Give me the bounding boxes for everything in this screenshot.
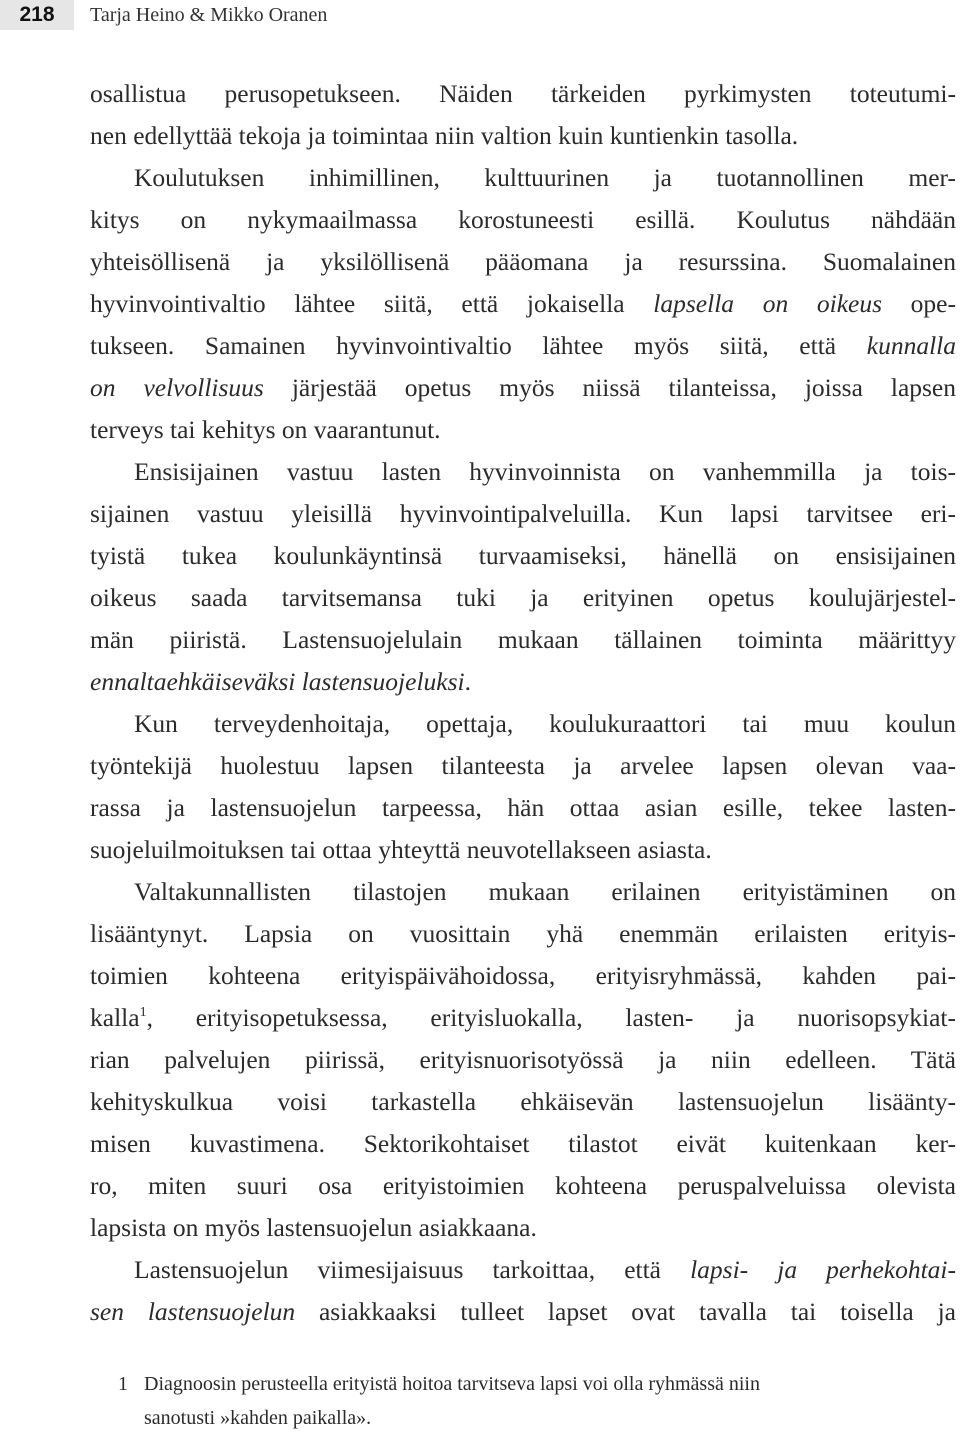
footnote-line: sanotusti »kahden paikalla». — [144, 1407, 372, 1429]
text-line: Valtakunnallisten tilastojen mukaan erilainen erityistäminen on — [134, 877, 956, 906]
text-line: tyistä tukea koulunkäyntinsä turvaamiseksi, hänellä on ensisijainen — [90, 541, 956, 570]
emphasis-on-velvollisuus: on velvollisuus — [90, 373, 264, 402]
paragraph-last-resort — [90, 1249, 956, 1333]
text-line: Ensisijainen vastuu lasten hyvinvoinnista on vanhemmilla ja tois- — [134, 457, 956, 486]
text-run: tukseen. Samainen hyvinvointivaltio lähtee myös siitä, että — [90, 331, 867, 360]
emphasis-sen-lastensuojelun: sen lastensuojelun — [90, 1297, 296, 1326]
paragraph-school-worker — [90, 703, 956, 871]
text-line: kehityskulkua voisi tarkastella ehkäisevän lastensuojelun lisäänty- — [90, 1087, 956, 1116]
text-line: misen kuvastimena. Sektorikohtaiset tilastot eivät kuitenkaan ker- — [90, 1129, 956, 1158]
text-line: rassa ja lastensuojelun tarpeessa, hän ottaa asian esille, tekee lasten- — [90, 793, 956, 822]
footnote-line: Diagnoosin perusteella erityistä hoitoa tarvitseva lapsi voi olla ryhmässä niin — [144, 1373, 760, 1395]
paragraph-responsibility — [90, 451, 956, 703]
footnote-reference[interactable]: 1 — [139, 1005, 147, 1020]
paragraph-continuation — [90, 73, 956, 157]
emphasis-kunnalla: kunnalla — [866, 331, 956, 360]
text-line: ro, miten suuri osa erityistoimien kohteena peruspalveluissa olevista — [90, 1171, 956, 1200]
text-line — [90, 661, 956, 703]
page-header — [0, 0, 960, 30]
text-run: järjestää opetus myös niissä tilanteissa, joissa lapsen — [263, 373, 956, 402]
text-line: lisääntynyt. Lapsia on vuosittain yhä enemmän erilaisten erityis- — [90, 919, 956, 948]
text-line: sijainen vastuu yleisillä hyvinvointipalveluilla. Kun lapsi tarvitsee eri- — [90, 499, 956, 528]
text-line: yhteisöllisenä ja yksilöllisenä pääomana ja resurssina. Suomalainen — [90, 247, 956, 276]
text-line: suojeluilmoituksen tai ottaa yhteyttä neuvotellakseen asiasta. — [90, 835, 712, 864]
text-line — [90, 997, 956, 1039]
text-line — [90, 283, 956, 325]
text-line: kitys on nykymaailmassa korostuneesti esillä. Koulutus nähdään — [90, 205, 956, 234]
text-run: Lastensuojelun viimesijaisuus tarkoittaa, että — [134, 1255, 691, 1284]
text-line: män piiristä. Lastensuojelulain mukaan tällainen toiminta määrittyy — [90, 625, 956, 654]
page-number: 218 — [0, 0, 74, 30]
text-run: . — [464, 667, 471, 696]
running-head: Tarja Heino & Mikko Oranen — [90, 4, 328, 26]
text-run: , erityisopetuksessa, erityisluokalla, lasten- ja nuorisopsykiat- — [146, 1003, 956, 1032]
emphasis-lapsella-on-oikeus: lapsella on oikeus — [653, 289, 883, 318]
paragraph-education — [90, 157, 956, 451]
text-line: Kun terveydenhoitaja, opettaja, koulukuraattori tai muu koulun — [134, 709, 956, 738]
emphasis-ennaltaehkaisevaksi: ennaltaehkäiseväksi lastensuojeluksi — [90, 667, 465, 696]
text-line: nen edellyttää tekoja ja toimintaa niin valtion kuin kuntienkin tasolla. — [90, 121, 799, 150]
text-line: työntekijä huolestuu lapsen tilanteesta ja arvelee lapsen olevan vaa- — [90, 751, 956, 780]
text-line: lapsista on myös lastensuojelun asiakkaana. — [90, 1213, 537, 1242]
text-line — [90, 1291, 956, 1333]
footnote — [118, 1367, 958, 1435]
text-line: Koulutuksen inhimillinen, kulttuurinen ja tuotannollinen mer- — [134, 163, 956, 192]
text-run: asiakkaaksi tulleet lapset ovat tavalla tai toisella ja — [295, 1297, 956, 1326]
body-text — [90, 73, 956, 1333]
text-line: osallistua perusopetukseen. Näiden tärkeiden pyrkimysten toteutumi- — [90, 79, 956, 108]
text-run: ope- — [882, 289, 956, 318]
text-line — [90, 367, 956, 409]
text-line: oikeus saada tarvitsemansa tuki ja erityinen opetus koulujärjestel- — [90, 583, 956, 612]
footnote-text — [144, 1367, 958, 1435]
paragraph-statistics — [90, 871, 956, 1249]
text-line: toimien kohteena erityispäivähoidossa, erityisryhmässä, kahden pai- — [90, 961, 956, 990]
text-line: terveys tai kehitys on vaarantunut. — [90, 415, 441, 444]
emphasis-lapsi-ja-perhekohtai: lapsi- ja perhekohtai- — [690, 1255, 957, 1284]
footnote-number: 1 — [118, 1373, 128, 1395]
text-run: kalla — [90, 1003, 140, 1032]
text-line: rian palvelujen piirissä, erityisnuorisotyössä ja niin edelleen. Tätä — [90, 1045, 956, 1074]
text-run: hyvinvointivaltio lähtee siitä, että jokaisella — [90, 289, 654, 318]
text-line — [90, 325, 956, 367]
text-line — [90, 1249, 956, 1291]
